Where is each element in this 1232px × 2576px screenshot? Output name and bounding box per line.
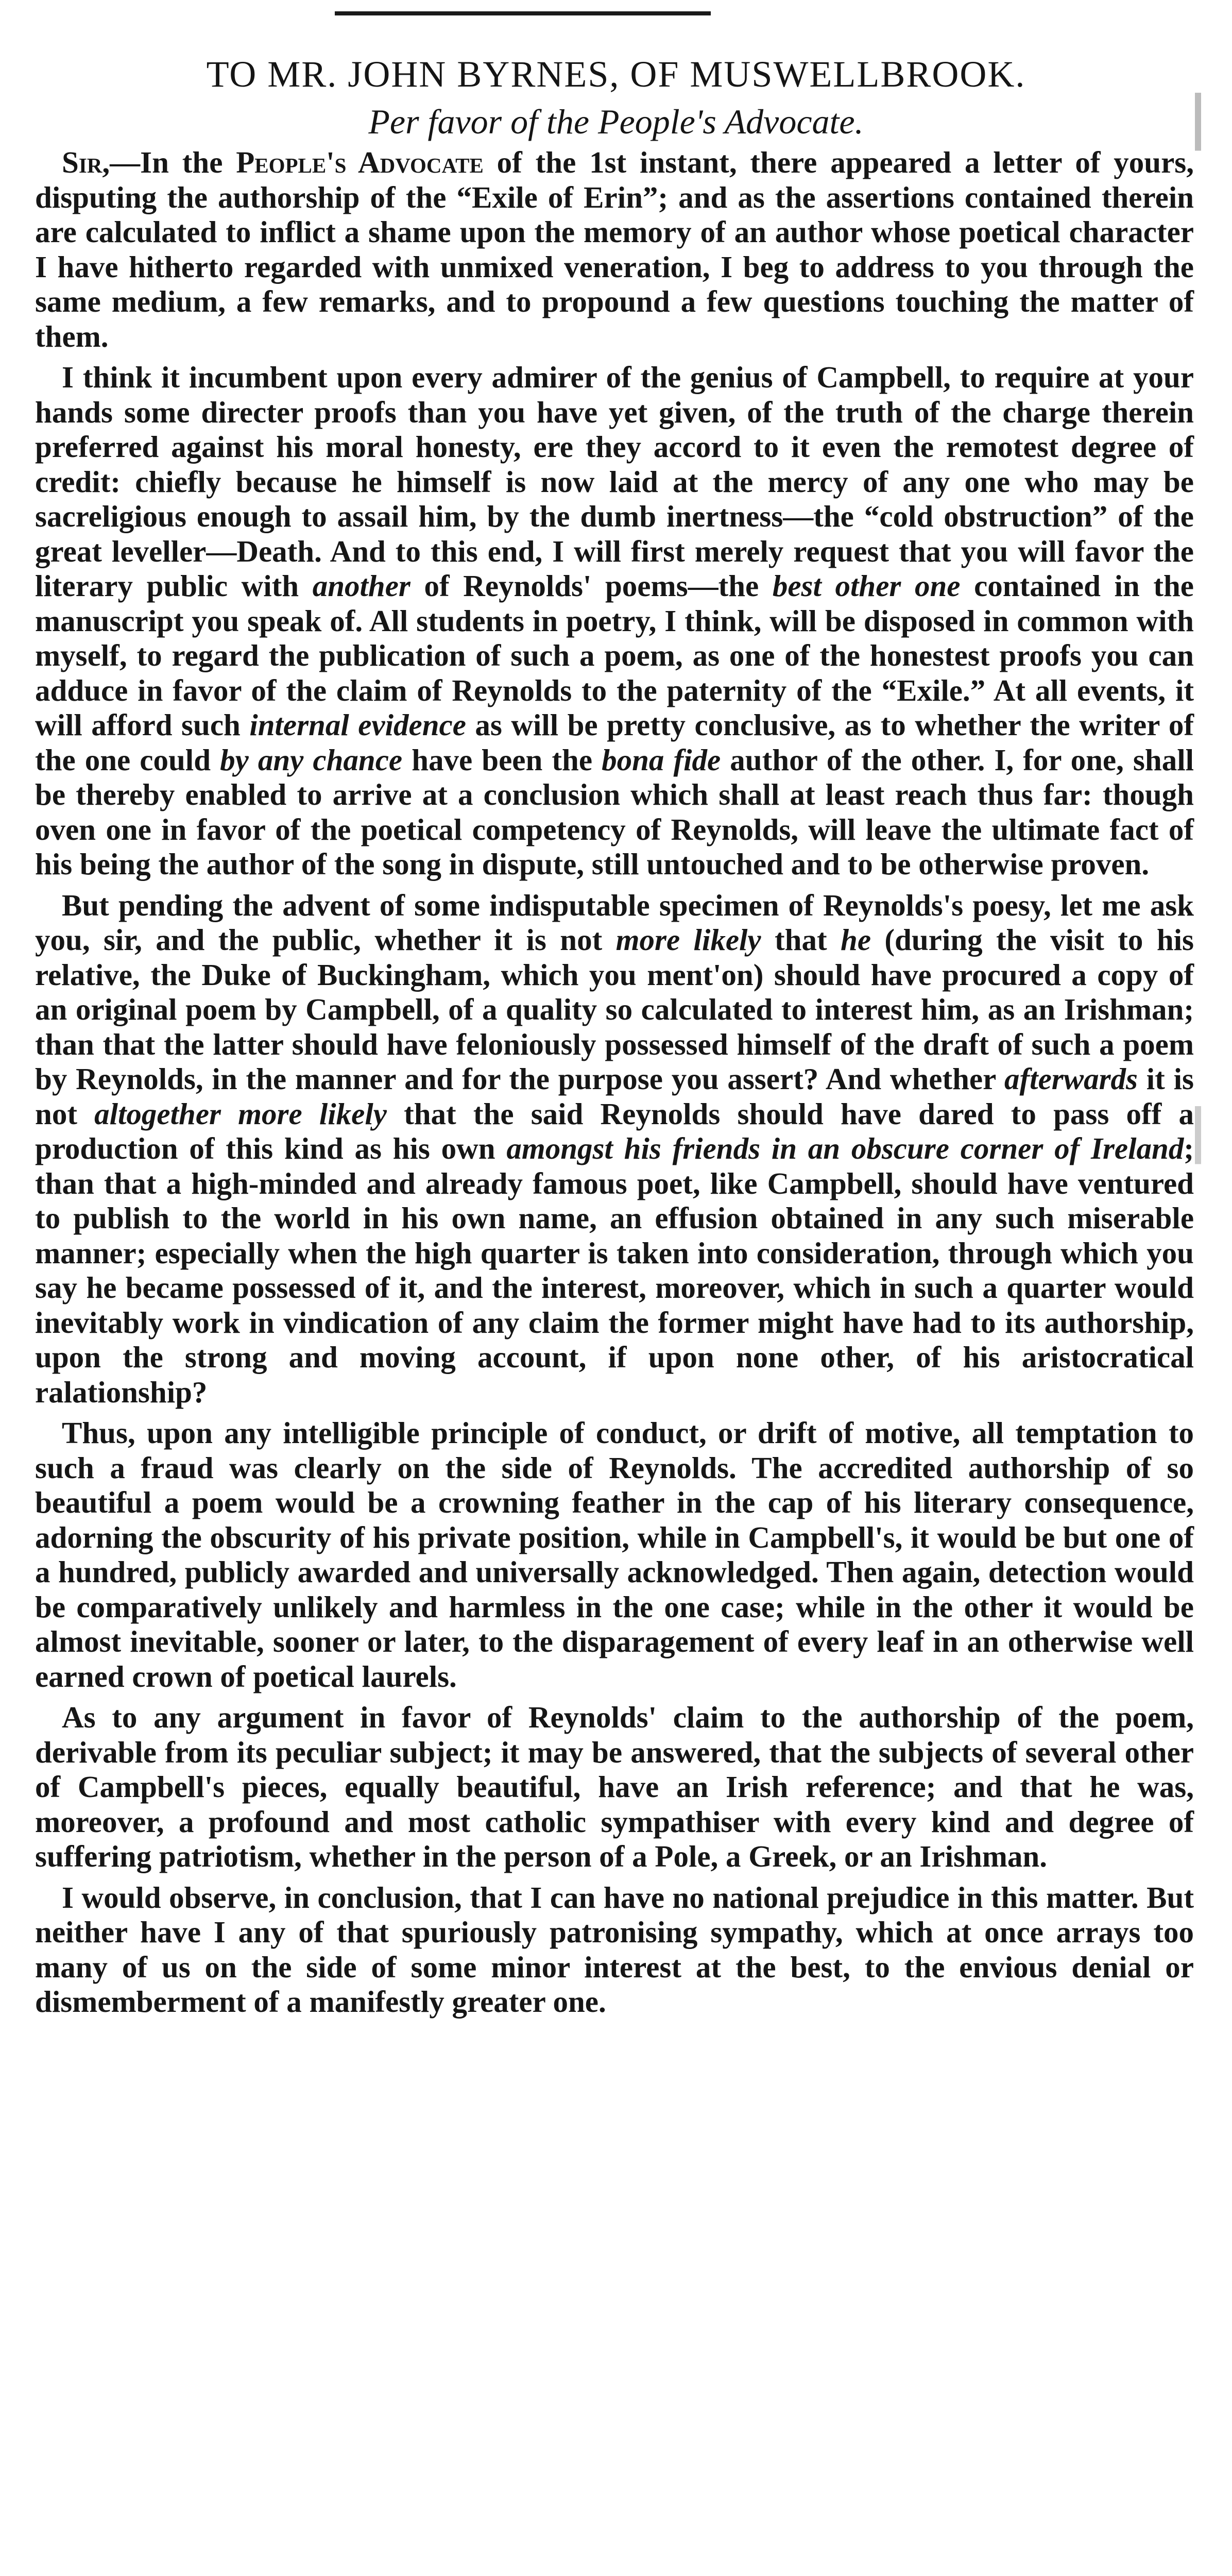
top-rule [335,11,711,15]
text-run: contained in the manuscript you speak of. All students in poetry, I think, will be disposed in common with myself, to regard the publication of such a poem, as one of the honestest proofs you can adduce in favor of the claim of Reynolds to the paternity of the “Exile.” At all events, it will afford such [35,569,1194,742]
italic-run: another [312,569,410,603]
italic-run: internal evidence [249,708,466,742]
small-caps-run: Sir [62,145,102,179]
italic-run: amongst his friends in an obscure corner of Ireland [506,1131,1184,1165]
italic-run: altogether more likely [94,1096,387,1131]
text-run: I think it incumbent upon every admirer of the genius of Campbell, to require at your hands some directer proofs than you have yet given, of the truth of the charge therein preferred against his moral honesty, ere they accord to it even the remotest degree of credit: chiefly because he himself is now laid at the mercy of any one who may be sacreligious enough to assail him, by the dumb inertness—the “cold obstruction” of the great leveller—Death. And to this end, I will first merely request that you will favor the literary public with [35,360,1194,603]
text-run: Thus, upon any intelligible principle of conduct, or drift of motive, all temptation to such a fraud was clearly on the side of Reynolds. The accredited authorship of so beautiful a poem would be a crowning feather in the cap of his literary consequence, adorning the obscurity of his private position, while in Campbell's, it would be but one of a hundred, publicly awarded and universally acknowledged. Then again, detection would be comparatively unlikely and harmless in the one case; while in the other it would be almost inevitable, sooner or later, to the disparagement of every leaf in an otherwise well earned crown of poetical laurels. [35,1416,1194,1693]
text-run: author of the other. I, for one, shall be thereby enabled to arrive at a conclusion which shall at least reach thus far: though oven one in favor of the poetical competency of Reynolds, will leave the ultimate fact of his being the author of the song in dispute, still untouched and to be otherwise proven. [35,742,1194,881]
text-run: As to any argument in favor of Reynolds' claim to the authorship of the poem, derivable from its peculiar subject; it may be answered, that the subjects of several other of Campbell's pieces, equally beautiful, have an Irish reference; and that he was, moreover, a profound and most catholic sympathiser with every kind and degree of suffering patriotism, whether in the person of a Pole, a Greek, or an Irishman. [35,1700,1194,1873]
text-run: of the 1st instant, there appeared a letter of yours, disputing the authorship of the “Exile of Erin”; and as the assertions contained therein are calculated to inflict a shame upon the memory of an author whose poetical character I have hitherto regarded with unmixed veneration, I beg to address to you through the same medium, a few remarks, and to propound a few questions touching the matter of them. [35,145,1194,353]
adjacent-column-edge [1195,93,1201,2576]
italic-run: he [841,923,871,957]
italic-run: more likely [615,923,761,957]
text-run: I would observe, in conclusion, that I can have no national prejudice in this matter. But neither have I any of that spuriously patronising sympathy, which at once arrays too many of us on the side of some minor interest at the best, to the envious denial or dismemberment of a manifestly greater one. [35,1880,1194,2019]
italic-run: afterwards [1004,1062,1138,1096]
letter-heading: TO MR. JOHN BYRNES, OF MUSWELLBROOK. [206,54,1026,95]
text-run: (during the visit to his relative, the Duke of Buckingham, which you ment'on) should have procured a copy of an original poem by Campbell, of a quality so calculated to interest him, as an Irishman; than that the latter should have feloniously possessed himself of the draft of such a poem by Reynolds, in the manner and for the purpose you assert? And whether [35,923,1194,1096]
small-caps-run: People's Advocate [236,145,484,179]
text-run: it is not [35,1062,1194,1131]
paragraph-4 [35,1416,1194,1694]
text-run: But pending the advent of some indisputable specimen of Reynolds's poesy, let me ask you, sir, and the public, whether it is not [35,888,1194,957]
text-run: have been the [402,742,602,777]
text-run: that [761,923,841,957]
paragraph-3 [35,888,1194,1410]
letter-body [35,145,1194,2020]
text-run: ,—In the [102,145,236,179]
text-run: ; than that a high-minded and already famous poet, like Campbell, should have ventured to publish to the world in his own name, an effusion obtained in any such miserable manner; especially when the high quarter is taken into consideration, through which you say he became possessed of it, and the interest, moreover, which in such a quarter would inevitably work in vindication of any claim the former might have had to its authorship, upon the strong and moving account, if upon none other, of his aristocratical ralationship? [35,1131,1194,1409]
text-run: that the said Reynolds should have dared to pass off a production of this kind as his own [35,1096,1194,1165]
newspaper-column [21,0,1211,2576]
text-run: as will be pretty conclusive, as to whether the writer of the one could [35,708,1194,777]
paragraph-2 [35,360,1194,882]
letter-subheading: Per favor of the People's Advocate. [368,102,864,141]
italic-run: best other one [772,569,961,603]
italic-run: bona fide [602,742,721,777]
text-run: of Reynolds' poems—the [410,569,773,603]
italic-run: by any chance [220,742,403,777]
paragraph-1 [35,145,1194,354]
paragraph-5 [35,1700,1194,1874]
paragraph-6 [35,1880,1194,2020]
